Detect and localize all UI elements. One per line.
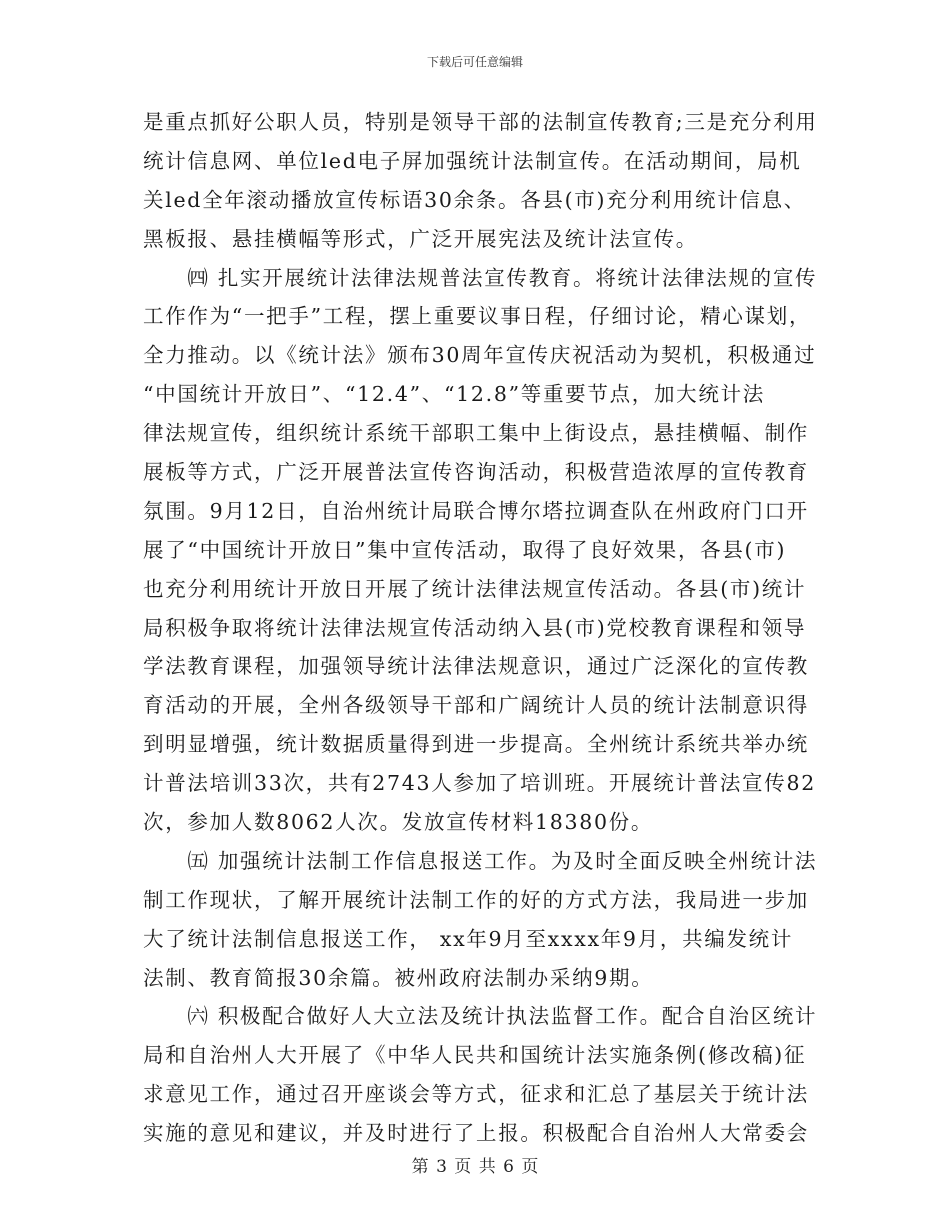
text-line: 工作作为“一把手”工程，摆上重要议事日程，仔细讨论，精心谋划， <box>143 304 812 329</box>
text-line: 也充分利用统计开放日开展了统计法律法规宣传活动。各县(市)统计 <box>143 576 807 601</box>
text-line: “中国统计开放日”、“12.4”、“12.8”等重要节点，加大统计法 <box>143 382 765 407</box>
text-line: 全力推动。以《统计法》颁布30周年宣传庆祝活动为契机，积极通过 <box>143 343 817 368</box>
text-line: 展板等方式，广泛开展普法宣传咨询活动，积极营造浓厚的宣传教育 <box>143 460 809 485</box>
text-line: 关led全年滚动播放宣传标语30余条。各县(市)充分利用统计信息、 <box>143 187 806 212</box>
text-line: ㈤ 加强统计法制工作信息报送工作。为及时全面反映全州统计法 <box>143 848 818 873</box>
text-line: 计普法培训33次，共有2743人参加了培训班。开展统计普法宣传82 <box>143 771 816 796</box>
page-header: 下载后可任意编辑 <box>426 55 523 69</box>
text-line: 实施的意见和建议，并及时进行了上报。积极配合自治州人大常委会 <box>143 1121 809 1146</box>
text-line: 学法教育课程，加强领导统计法律法规意识，通过广泛深化的宣传教 <box>143 654 809 679</box>
text-line: 氛围。9月12日，自治州统计局联合博尔塔拉调查队在州政府门口开 <box>143 498 809 523</box>
text-line: 法制、教育简报30余篇。被州政府法制办采纳9期。 <box>143 965 654 990</box>
text-line: 黑板报、悬挂横幅等形式，广泛开展宪法及统计法宣传。 <box>143 226 698 251</box>
text-line: 统计信息网、单位led电子屏加强统计法制宣传。在活动期间，局机 <box>143 148 802 173</box>
text-line: 到明显增强，统计数据质量得到进一步提高。全州统计系统共举办统 <box>143 732 809 757</box>
text-line: 求意见工作，通过召开座谈会等方式，征求和汇总了基层关于统计法 <box>143 1082 809 1107</box>
text-line: ㈣ 扎实开展统计法律法规普法宣传教育。将统计法律法规的宣传 <box>143 265 818 290</box>
text-line: ㈥ 积极配合做好人大立法及统计执法监督工作。配合自治区统计 <box>143 1004 818 1029</box>
text-line: 局积极争取将统计法律法规宣传活动纳入县(市)党校教育课程和领导 <box>143 615 807 640</box>
text-line: 局和自治州人大开展了《中华人民共和国统计法实施条例(修改稿)征 <box>143 1043 807 1068</box>
text-line: 育活动的开展，全州各级领导干部和广阔统计人员的统计法制意识得 <box>143 693 809 718</box>
text-line: 律法规宣传，组织统计系统干部职工集中上街设点，悬挂横幅、制作 <box>143 421 809 446</box>
text-line: 制工作现状，了解开展统计法制工作的好的方式方法，我局进一步加 <box>143 887 809 912</box>
text-line: 是重点抓好公职人员，特别是领导干部的法制宣传教育;三是充分利用 <box>143 110 818 134</box>
text-line: 展了“中国统计开放日”集中宣传活动，取得了良好效果，各县(市) <box>143 537 787 562</box>
page-number: 第 3 页 共 6 页 <box>411 1157 539 1177</box>
text-line: 大了统计法制信息报送工作， xx年9月至xxxx年9月，共编发统计 <box>143 926 794 951</box>
document-body <box>143 103 818 1153</box>
text-line: 次，参加人数8062人次。发放宣传材料18380份。 <box>143 810 654 835</box>
